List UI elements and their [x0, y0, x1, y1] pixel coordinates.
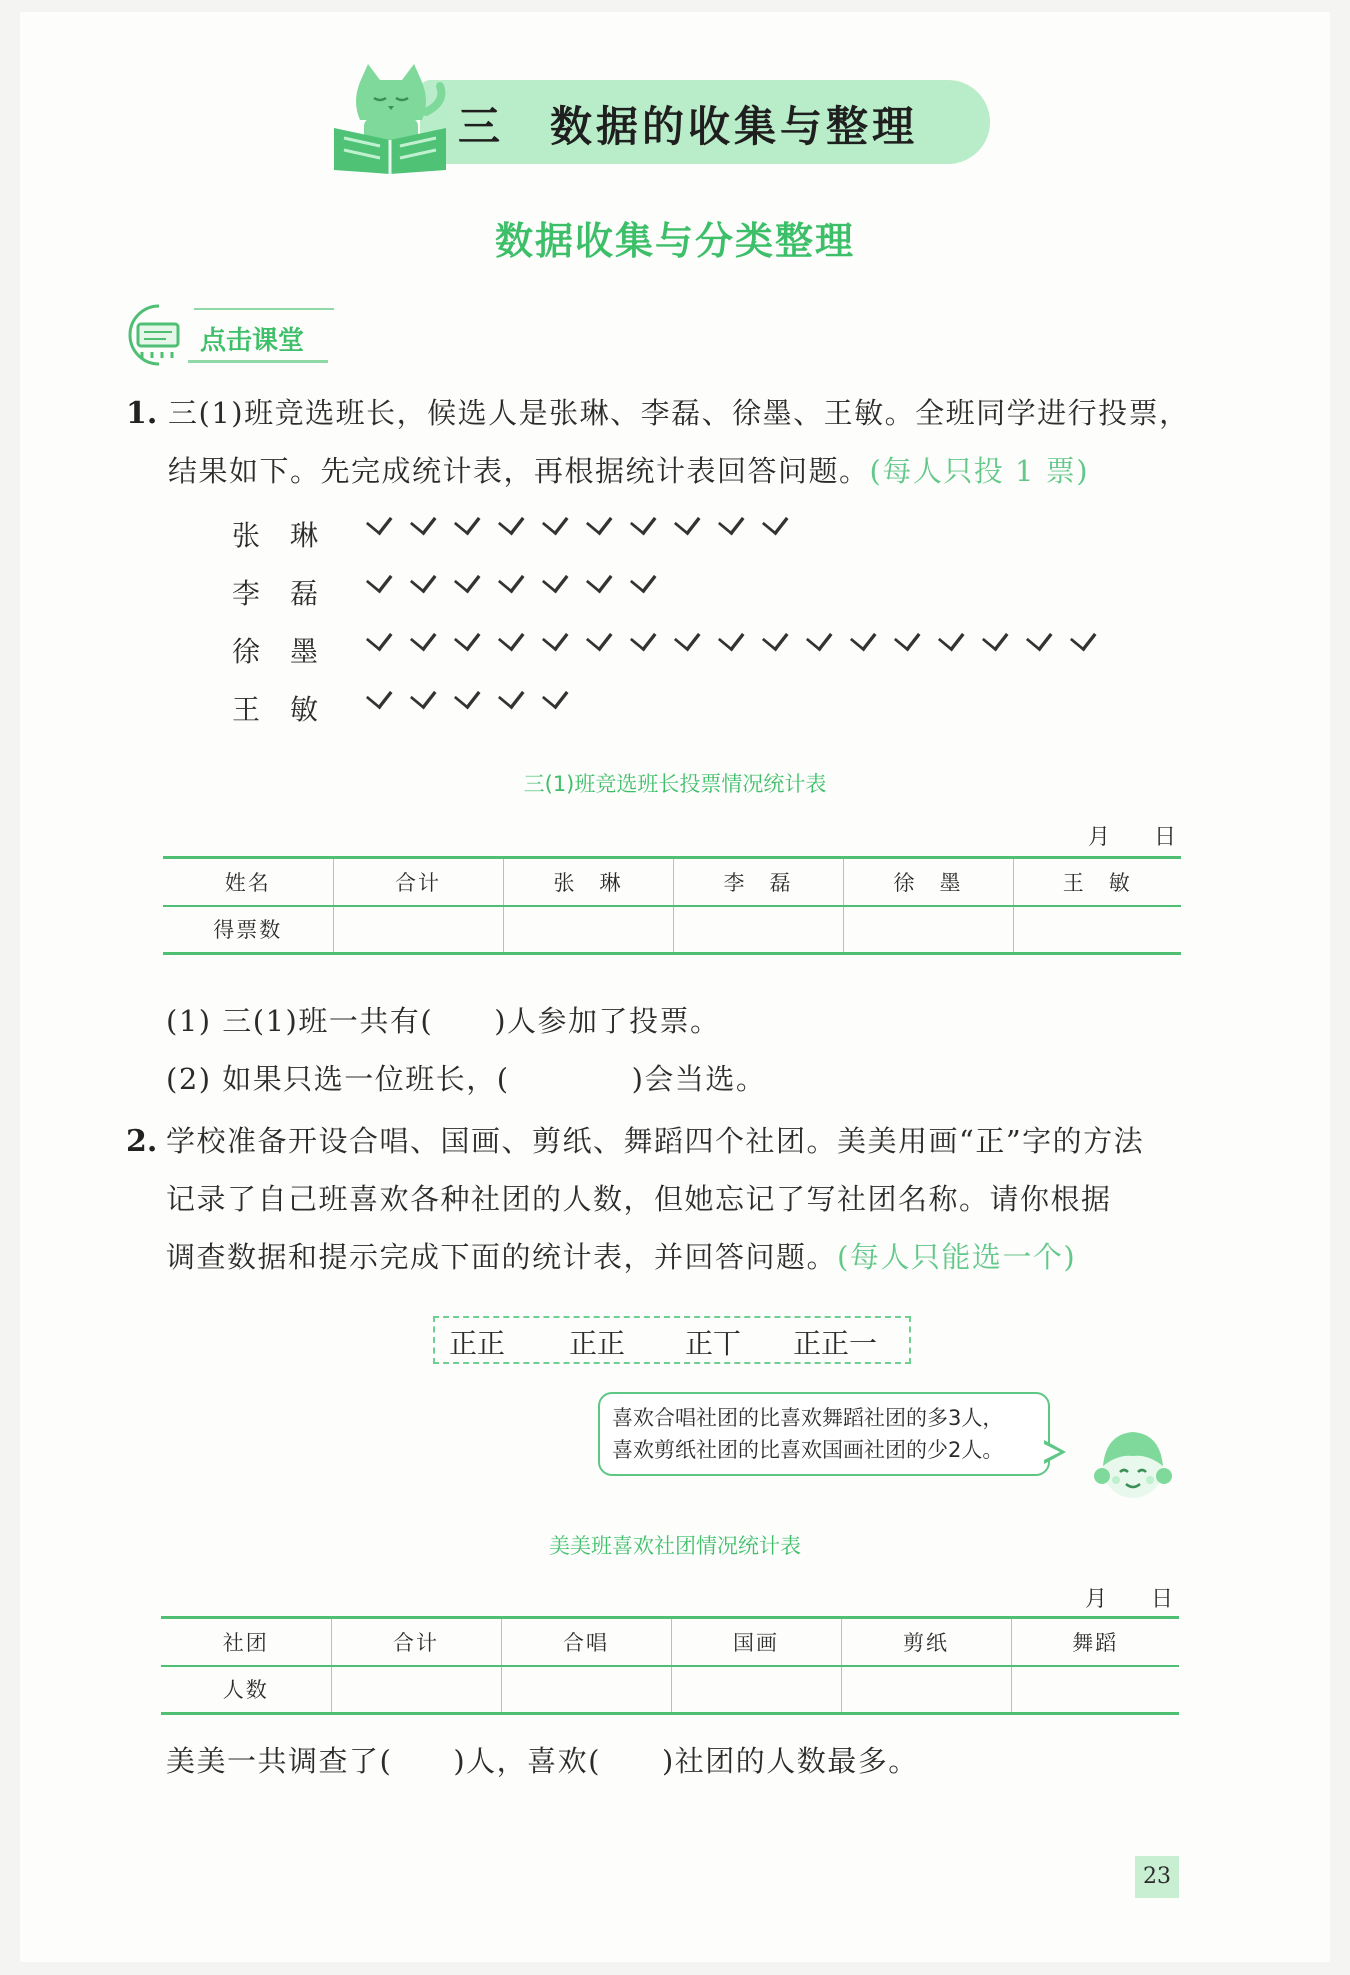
- check-mark-icon: [536, 690, 580, 724]
- candidate-name: 徐墨: [232, 635, 349, 668]
- table-2-date: 月 日: [1085, 1587, 1174, 1612]
- question-1-sub-1: (1) 三(1)班一共有( )人参加了投票。: [166, 1004, 721, 1038]
- question-2-line-3-text: 调查数据和提示完成下面的统计表，并回答问题。: [166, 1240, 838, 1274]
- check-mark-icon: [492, 690, 536, 724]
- check-mark-icon: [360, 632, 404, 666]
- chapter-banner: [330, 62, 990, 174]
- answer-cell[interactable]: [501, 1666, 671, 1714]
- table-1-caption: 三(1)班竞选班长投票情况统计表: [523, 772, 827, 796]
- tally-group: 正正: [569, 1327, 626, 1360]
- check-mark-icon: [624, 516, 668, 550]
- club-stat-table: [161, 1616, 1179, 1715]
- table-cell: 王 敏: [1013, 858, 1181, 906]
- check-mark-icon: [448, 574, 492, 608]
- check-mark-icon: [756, 632, 800, 666]
- check-mark-icon: [624, 632, 668, 666]
- tag-underline: [188, 360, 328, 363]
- check-mark-icon: [580, 574, 624, 608]
- table-cell: 徐 墨: [843, 858, 1013, 906]
- table-cell: 合计: [333, 858, 503, 906]
- check-mark-icon: [404, 690, 448, 724]
- tally-box: [433, 1316, 911, 1364]
- question-2-line-1: 学校准备开设合唱、国画、剪纸、舞蹈四个社团。美美用画“正”字的方法: [166, 1124, 1145, 1158]
- question-1-line-2: [168, 442, 1089, 500]
- answer-cell[interactable]: [503, 906, 673, 954]
- answer-cell[interactable]: [333, 906, 503, 954]
- check-mark-icon: [492, 632, 536, 666]
- check-mark-icon: [756, 516, 800, 550]
- table-cell: 国画: [671, 1618, 841, 1666]
- vote-stat-table: [163, 856, 1181, 955]
- row-label: 人数: [161, 1666, 331, 1714]
- check-mark-icon: [668, 516, 712, 550]
- check-mark-icon: [536, 516, 580, 550]
- answer-cell[interactable]: [841, 1666, 1011, 1714]
- tally-group: 正正: [449, 1327, 506, 1360]
- check-mark-icon: [888, 632, 932, 666]
- question-2-line-2: 记录了自己班喜欢各种社团的人数，但她忘记了写社团名称。请你根据: [166, 1182, 1112, 1216]
- table-1-date: 月 日: [1088, 825, 1177, 850]
- table-cell: 张 琳: [503, 858, 673, 906]
- hint-line-2: 喜欢剪纸社团的比喜欢国画社团的少2人。: [612, 1438, 1004, 1462]
- question-1-line-1: 三(1)班竞选班长，候选人是张琳、李磊、徐墨、王敏。全班同学进行投票，: [168, 396, 1190, 430]
- tag-label: 点击课堂: [200, 326, 305, 356]
- check-mark-icon: [404, 574, 448, 608]
- vote-ticks: [360, 690, 580, 728]
- vote-ticks: [360, 574, 668, 612]
- check-mark-icon: [404, 632, 448, 666]
- check-mark-icon: [712, 516, 756, 550]
- check-mark-icon: [360, 516, 404, 550]
- question-2-number: 2.: [126, 1124, 158, 1159]
- answer-cell[interactable]: [1011, 1666, 1179, 1714]
- check-mark-icon: [1020, 632, 1064, 666]
- answer-cell[interactable]: [673, 906, 843, 954]
- table-row: [163, 906, 1181, 954]
- answer-cell[interactable]: [843, 906, 1013, 954]
- table-row: [161, 1666, 1179, 1714]
- vote-ticks: [360, 516, 800, 554]
- check-mark-icon: [448, 632, 492, 666]
- lesson-tag: [126, 300, 346, 370]
- table-cell: 社团: [161, 1618, 331, 1666]
- vote-ticks: [360, 632, 1108, 670]
- question-1-line-2-text: 结果如下。先完成统计表，再根据统计表回答问题。: [168, 454, 870, 488]
- tally-group: 正丅: [685, 1327, 742, 1360]
- candidate-name: 王敏: [232, 693, 349, 726]
- check-mark-icon: [448, 516, 492, 550]
- check-mark-icon: [844, 632, 888, 666]
- answer-cell[interactable]: [1013, 906, 1181, 954]
- question-2-line-3: [166, 1228, 1076, 1286]
- table-cell: 剪纸: [841, 1618, 1011, 1666]
- check-mark-icon: [492, 516, 536, 550]
- check-mark-icon: [360, 574, 404, 608]
- check-mark-icon: [360, 690, 404, 724]
- question-1-sub-2: (2) 如果只选一位班长，( )会当选。: [166, 1062, 767, 1096]
- table-header-row: [163, 858, 1181, 906]
- check-mark-icon: [404, 516, 448, 550]
- table-2-caption: 美美班喜欢社团情况统计表: [549, 1534, 801, 1558]
- table-cell: 合计: [331, 1618, 501, 1666]
- check-mark-icon: [536, 574, 580, 608]
- check-mark-icon: [536, 632, 580, 666]
- reading-cat-icon: [330, 62, 450, 174]
- chapter-title: 三 数据的收集与整理: [458, 102, 919, 151]
- question-2-answer: 美美一共调查了( )人，喜欢( )社团的人数最多。: [166, 1744, 919, 1778]
- row-label: 得票数: [163, 906, 333, 954]
- check-mark-icon: [976, 632, 1020, 666]
- classroom-icon: [126, 302, 192, 368]
- table-cell: 李 磊: [673, 858, 843, 906]
- answer-cell[interactable]: [331, 1666, 501, 1714]
- tag-top-line: [194, 308, 334, 310]
- check-mark-icon: [448, 690, 492, 724]
- check-mark-icon: [800, 632, 844, 666]
- hint-line-1: 喜欢合唱社团的比喜欢舞蹈社团的多3人，: [612, 1406, 1004, 1430]
- page-number: 23: [1135, 1856, 1179, 1898]
- girl-face-icon: [1088, 1418, 1178, 1508]
- table-cell: 合唱: [501, 1618, 671, 1666]
- table-cell: 姓名: [163, 858, 333, 906]
- check-mark-icon: [712, 632, 756, 666]
- table-header-row: [161, 1618, 1179, 1666]
- hint-bubble: [598, 1392, 1050, 1476]
- check-mark-icon: [580, 516, 624, 550]
- tally-group: 正正一: [793, 1327, 878, 1360]
- bubble-tail-inner: [1042, 1443, 1060, 1461]
- question-1-number: 1.: [126, 396, 158, 431]
- check-mark-icon: [580, 632, 624, 666]
- candidate-name: 张琳: [232, 519, 349, 552]
- check-mark-icon: [492, 574, 536, 608]
- section-title: 数据收集与分类整理: [494, 219, 855, 263]
- question-2-note: (每人只能选一个): [837, 1240, 1077, 1274]
- check-mark-icon: [668, 632, 712, 666]
- check-mark-icon: [932, 632, 976, 666]
- question-1-note: (每人只投 1 票): [869, 454, 1090, 488]
- table-cell: 舞蹈: [1011, 1618, 1179, 1666]
- answer-cell[interactable]: [671, 1666, 841, 1714]
- check-mark-icon: [624, 574, 668, 608]
- check-mark-icon: [1064, 632, 1108, 666]
- candidate-name: 李磊: [232, 577, 349, 610]
